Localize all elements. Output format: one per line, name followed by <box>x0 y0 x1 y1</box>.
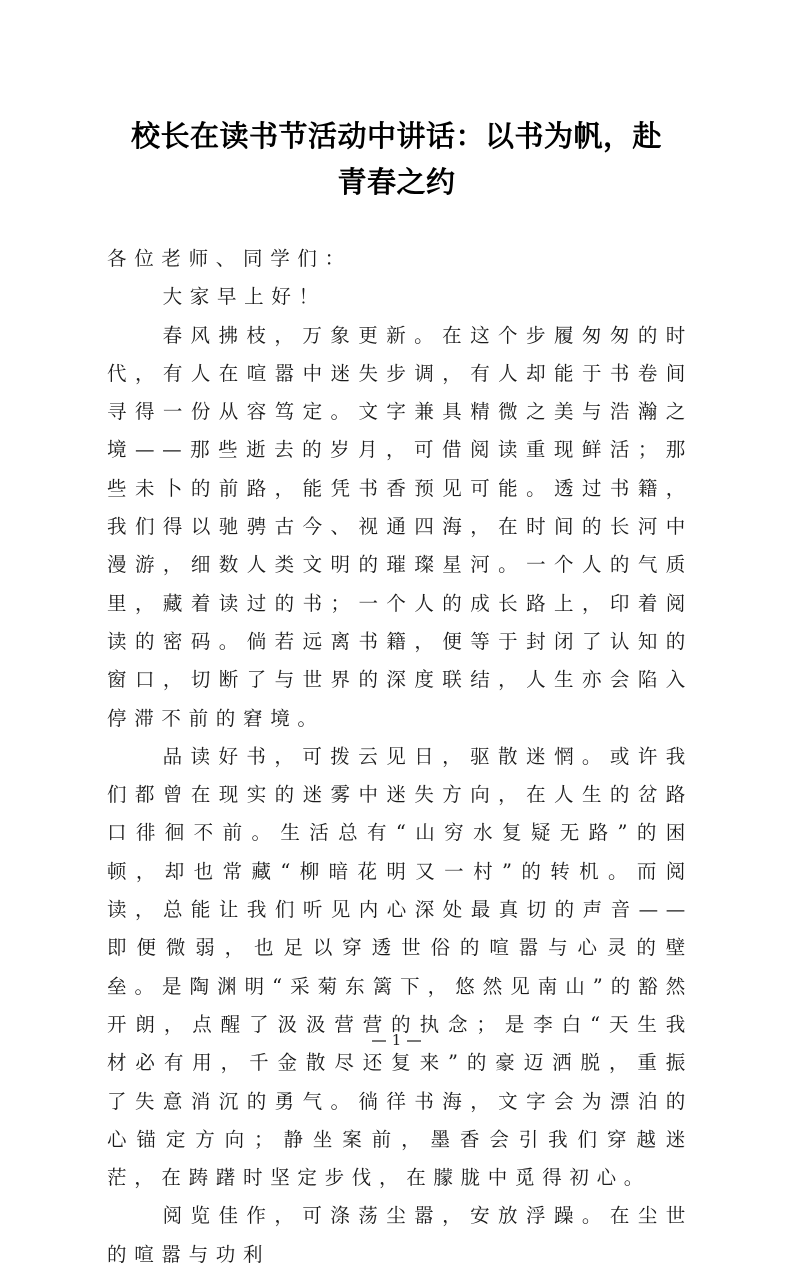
title-line-2: 青春之约 <box>337 165 456 199</box>
document-title <box>100 113 693 205</box>
document-body <box>107 240 693 1274</box>
page-footer <box>0 1031 793 1049</box>
dash-right <box>407 1040 421 1041</box>
salutation: 各位老师、同学们： <box>107 247 352 270</box>
dash-left <box>372 1040 386 1041</box>
page-number: 1 <box>391 1031 402 1049</box>
greeting: 大家早上好！ <box>162 285 326 309</box>
title-line-1: 校长在读书节活动中讲话：以书为帆，赴 <box>130 119 662 153</box>
paragraph-2: 品读好书，可拨云见日，驱散迷惘。或许我们都曾在现实的迷雾中迷失方向，在人生的岔路口徘徊不前。生活总有“山穷水复疑无路”的困顿，却也常藏“柳暗花明又一村”的转机。而阅读，总能让我们听见内心深处最真切的声音——即便微弱，也足以穿透世俗的喧嚣与心灵的壁垒。是陶渊明“采菊东篱下，悠然见南山”的豁然开朗，点醒了汲汲营营的执念；是李白“天生我材必有用，千金散尽还复来”的豪迈洒脱，重振了失意消沉的勇气。徜徉书海，文字会为漂泊的心锚定方向；静坐案前，墨香会引我们穿越迷茫，在踌躇时坚定步伐，在朦胧中觅得初心。 <box>107 744 693 1190</box>
paragraph-1: 春风拂枝，万象更新。在这个步履匆匆的时代，有人在喧嚣中迷失步调，有人却能于书卷间寻得一份从容笃定。文字兼具精微之美与浩瀚之境——那些逝去的岁月，可借阅读重现鲜活；那些未卜的前路，能凭书香预见可能。透过书籍，我们得以驰骋古今、视通四海，在时间的长河中漫游，细数人类文明的璀璨星河。一个人的气质里，藏着读过的书；一个人的成长路上，印着阅读的密码。倘若远离书籍，便等于封闭了认知的窗口，切断了与世界的深度联结，人生亦会陷入停滞不前的窘境。 <box>107 323 693 730</box>
paragraph-3: 阅览佳作，可涤荡尘嚣，安放浮躁。在尘世的喧嚣与功利 <box>107 1204 693 1266</box>
